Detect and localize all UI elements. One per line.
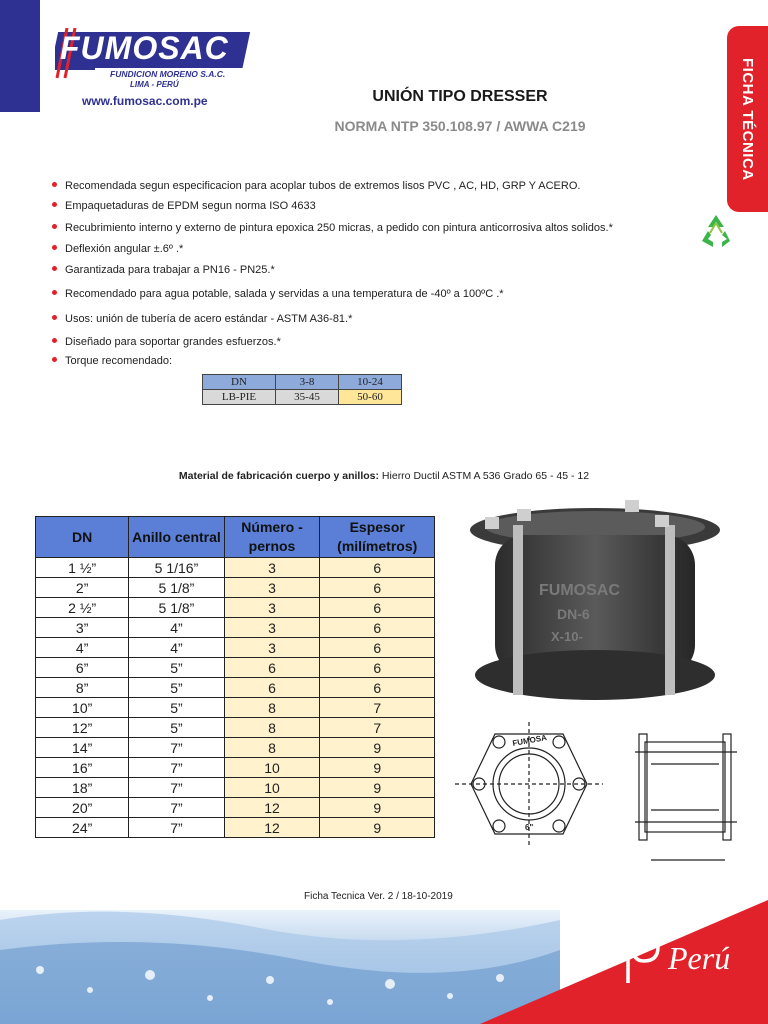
- bullet-dot-icon: [52, 182, 57, 187]
- cell-espesor: 9: [320, 818, 435, 838]
- cell-pernos: 10: [224, 758, 320, 778]
- cell-anillo: 7”: [129, 738, 224, 758]
- cell-dn: 10”: [36, 698, 129, 718]
- cell-pernos: 3: [224, 598, 320, 618]
- logo-wordmark: FUMOSAC: [60, 30, 229, 66]
- column-header-dn: DN: [36, 517, 129, 558]
- material-label: Material de fabricación cuerpo y anillos:: [178, 470, 380, 482]
- cell-espesor: 9: [320, 778, 435, 798]
- cell-dn: 12”: [36, 718, 129, 738]
- cell-anillo: 5 1/16”: [129, 558, 224, 578]
- cell-anillo: 7”: [129, 798, 224, 818]
- cell-anillo: 5 1/8”: [129, 578, 224, 598]
- table-row: [36, 818, 435, 838]
- recycle-icon: [696, 211, 736, 251]
- bullet-dot-icon: [52, 315, 57, 320]
- cell-anillo: 5”: [129, 718, 224, 738]
- bullet-dot-icon: [52, 290, 57, 295]
- cell-pernos: 8: [224, 698, 320, 718]
- table-row: [36, 778, 435, 798]
- cell-espesor: 9: [320, 798, 435, 818]
- column-header-espesor: Espesor (milímetros): [320, 517, 435, 558]
- cell-espesor: 6: [320, 678, 435, 698]
- drawing-size-label: 6": [525, 823, 534, 832]
- table-row: [36, 738, 435, 758]
- bullet-dot-icon: [52, 266, 57, 271]
- table-row: [36, 678, 435, 698]
- left-blue-strip: [0, 0, 40, 112]
- cell-dn: 24”: [36, 818, 129, 838]
- peru-brand-spiral-icon: [620, 925, 670, 985]
- torque-header-cell: DN: [203, 375, 276, 390]
- cell-anillo: 4”: [129, 618, 224, 638]
- table-row: [36, 618, 435, 638]
- bullet-item: Diseñado para soportar grandes esfuerzos.*: [52, 336, 281, 348]
- cell-pernos: 10: [224, 778, 320, 798]
- cell-espesor: 6: [320, 578, 435, 598]
- cell-pernos: 3: [224, 578, 320, 598]
- drawing-label: FUMOSA: [511, 733, 548, 748]
- cell-anillo: 5”: [129, 678, 224, 698]
- table-row: [36, 638, 435, 658]
- photo-cast-text-3: X-10-: [551, 629, 583, 644]
- document-version: Ficha Tecnica Ver. 2 / 18-10-2019: [304, 891, 453, 902]
- peru-brand-text: Perú: [668, 940, 731, 976]
- cell-pernos: 8: [224, 738, 320, 758]
- table-row: [36, 578, 435, 598]
- cell-dn: 8”: [36, 678, 129, 698]
- product-photo: [465, 495, 725, 710]
- torque-header-row: [203, 375, 402, 390]
- dimensions-header-row: [36, 517, 435, 558]
- torque-value-cell: 50-60: [339, 390, 402, 405]
- cell-pernos: 3: [224, 638, 320, 658]
- cell-dn: 14”: [36, 738, 129, 758]
- torque-value-cell: 35-45: [276, 390, 339, 405]
- bullet-dot-icon: [52, 338, 57, 343]
- bullet-dot-icon: [52, 245, 57, 250]
- dimensions-table-body: [36, 558, 435, 838]
- cell-anillo: 7”: [129, 758, 224, 778]
- bullet-item: Recomendada segun especificacion para acoplar tubos de extremos lisos PVC , AC, HD, GRP Y ACERO.: [52, 180, 580, 192]
- photo-cast-text-1: FUMOSAC: [539, 582, 620, 599]
- cell-dn: 4”: [36, 638, 129, 658]
- cell-dn: 20”: [36, 798, 129, 818]
- cell-dn: 6”: [36, 658, 129, 678]
- cell-dn: 18”: [36, 778, 129, 798]
- bullet-item: Recomendado para agua potable, salada y servidas a una temperatura de -40º a 100ºC .*: [52, 288, 504, 300]
- bullet-item: Usos: unión de tubería de acero estándar - ASTM A36-81.*: [52, 313, 352, 325]
- torque-value-cell: LB-PIE: [203, 390, 276, 405]
- material-value: Hierro Ductil ASTM A 536 Grado 65 - 45 - 12: [379, 470, 590, 482]
- cell-espesor: 6: [320, 558, 435, 578]
- technical-drawings: [455, 722, 755, 867]
- cell-dn: 16”: [36, 758, 129, 778]
- column-header-pernos: Número - pernos: [224, 517, 320, 558]
- cell-anillo: 5”: [129, 698, 224, 718]
- cell-anillo: 7”: [129, 778, 224, 798]
- page-subtitle: NORMA NTP 350.108.97 / AWWA C219: [334, 118, 586, 134]
- column-header-anillo: Anillo central: [129, 517, 224, 558]
- cell-pernos: 12: [224, 818, 320, 838]
- bullet-dot-icon: [52, 224, 57, 229]
- cell-espesor: 7: [320, 718, 435, 738]
- bullet-item: Torque recomendado:: [52, 355, 172, 367]
- material-line: [0, 470, 768, 482]
- bullet-item: Garantizada para trabajar a PN16 - PN25.*: [52, 264, 275, 276]
- logo-company-name: FUNDICION MORENO S.A.C.: [110, 69, 226, 79]
- table-row: [36, 758, 435, 778]
- table-row: [36, 698, 435, 718]
- cell-dn: 2”: [36, 578, 129, 598]
- ficha-tecnica-label: FICHA TÉCNICA: [739, 57, 756, 181]
- bullet-item: Recubrimiento interno y externo de pintura epoxica 250 micras, a pedido con pintura anticorrosiva altos solidos.*: [52, 222, 613, 234]
- cell-anillo: 5 1/8”: [129, 598, 224, 618]
- cell-anillo: 5”: [129, 658, 224, 678]
- cell-pernos: 3: [224, 618, 320, 638]
- cell-anillo: 7”: [129, 818, 224, 838]
- bullet-dot-icon: [52, 202, 57, 207]
- torque-header-cell: 10-24: [339, 375, 402, 390]
- bullet-dot-icon: [52, 357, 57, 362]
- bullet-item: Deflexión angular ±.6º .*: [52, 243, 183, 255]
- table-row: [36, 598, 435, 618]
- cell-espesor: 6: [320, 658, 435, 678]
- cell-dn: 2 ½”: [36, 598, 129, 618]
- cell-dn: 3”: [36, 618, 129, 638]
- cell-dn: 1 ½”: [36, 558, 129, 578]
- torque-value-row: [203, 390, 402, 405]
- cell-espesor: 9: [320, 738, 435, 758]
- dimensions-table: [35, 516, 435, 838]
- table-row: [36, 558, 435, 578]
- cell-anillo: 4”: [129, 638, 224, 658]
- cell-pernos: 8: [224, 718, 320, 738]
- cell-espesor: 6: [320, 618, 435, 638]
- bullet-item: Empaquetaduras de EPDM segun norma ISO 4633: [52, 200, 316, 212]
- table-row: [36, 658, 435, 678]
- cell-espesor: 9: [320, 758, 435, 778]
- torque-header-cell: 3-8: [276, 375, 339, 390]
- cell-pernos: 6: [224, 678, 320, 698]
- table-row: [36, 798, 435, 818]
- table-row: [36, 718, 435, 738]
- cell-pernos: 3: [224, 558, 320, 578]
- cell-espesor: 6: [320, 638, 435, 658]
- cell-pernos: 6: [224, 658, 320, 678]
- photo-cast-text-2: DN-6: [557, 606, 590, 622]
- ficha-tecnica-label-wrap: [727, 26, 768, 212]
- cell-espesor: 6: [320, 598, 435, 618]
- logo-location: LIMA - PERÚ: [130, 80, 179, 89]
- cell-pernos: 12: [224, 798, 320, 818]
- page-title: UNIÓN TIPO DRESSER: [372, 88, 548, 105]
- website-link[interactable]: www.fumosac.com.pe: [82, 94, 208, 108]
- cell-espesor: 7: [320, 698, 435, 718]
- torque-table: [202, 374, 402, 405]
